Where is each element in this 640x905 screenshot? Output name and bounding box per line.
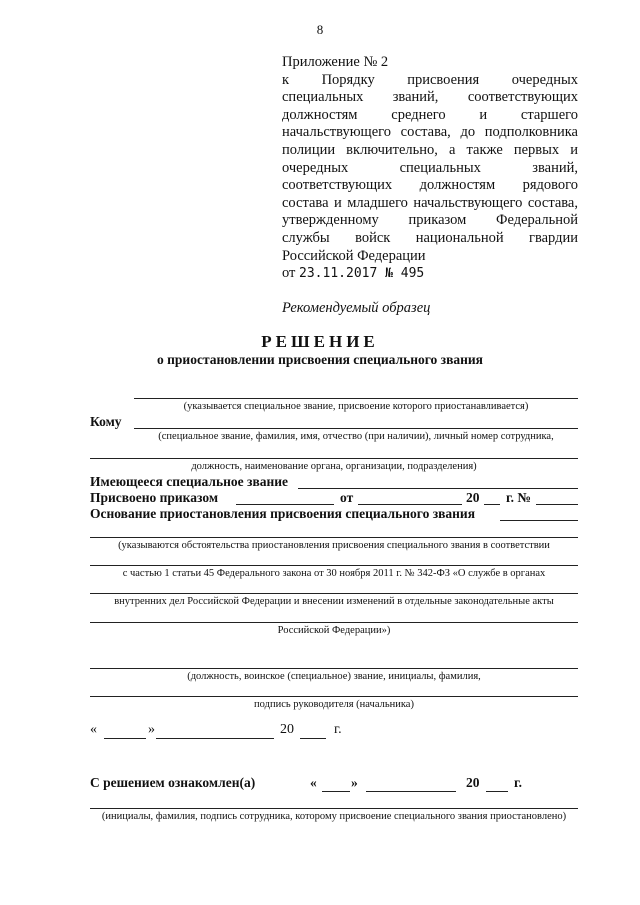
to-line[interactable] [134,428,578,429]
appendix-line: полиции включительно, а также первых и [282,141,578,158]
hint-person: (специальное звание, фамилия, имя, отчество (при наличии), личный номер сотрудника, [158,431,554,442]
current-rank-field[interactable] [298,488,578,489]
appendix-line: утвержденному приказом Федеральной [282,212,578,229]
appendix-date-line [282,265,578,283]
year-20-b: 20 [280,722,294,737]
rank-suspended-line[interactable] [134,398,578,399]
appendix-line: соответствующих должностям рядового [282,177,578,194]
official-line[interactable] [90,668,578,669]
day-field[interactable] [104,738,146,739]
current-rank-label: Имеющееся специальное звание [90,474,289,489]
acq-year-field[interactable] [486,791,508,792]
to-label: Кому [90,414,122,429]
appendix-block [282,54,578,283]
basis-hint-3: внутренних дел Российской Федерации и внесении изменений в отдельные законодательные акты [114,596,554,607]
employee-line[interactable] [90,808,578,809]
year-field[interactable] [300,738,326,739]
person-line-2[interactable] [90,458,578,459]
basis-label: Основание приостановления присвоения специального звания [90,506,476,521]
hint-rank-suspended: (указывается специальное звание, присвоение которого приостанавливается) [183,401,529,412]
basis-line-1[interactable] [90,537,578,538]
hint-official: (должность, воинское (специальное) звание, инициалы, фамилия, [187,671,481,682]
quote-close-c: » [351,775,358,790]
appendix-line: службы войск национальной гвардии [282,229,578,246]
basis-line-2[interactable] [90,565,578,566]
appendix-line: Российской Федерации [282,247,426,264]
hint-employee: (инициалы, фамилия, подпись сотрудника, которому присвоение специального звания приостановлено) [101,811,567,822]
year-20: 20 [466,490,480,505]
quote-open-c: « [310,775,317,790]
hint-signature: подпись руководителя (начальника) [254,699,414,710]
month-field[interactable] [156,738,274,739]
from-label: от [340,490,354,505]
order-year-field[interactable] [484,504,500,505]
appendix-line: очередных специальных званий, [282,159,578,176]
appendix-line: начальствующего состава, до подполковника [282,124,578,141]
basis-hint-4: Российской Федерации») [277,625,391,636]
signature-line[interactable] [90,696,578,697]
order-no-field[interactable] [536,504,578,505]
order-number-field[interactable] [236,504,334,505]
acq-day-field[interactable] [322,791,350,792]
document-subtitle: о приостановлении присвоения специального звания [157,352,483,367]
year-suffix-g2: г. [514,775,522,790]
acq-month-field[interactable] [366,791,456,792]
order-date-field[interactable] [358,504,462,505]
appendix-date-value: 23.11.2017 № 495 [299,266,425,282]
appendix-line: должностям среднего и старшего [282,106,578,123]
appendix-line: к Порядку присвоения очередных [282,71,578,88]
basis-field[interactable] [500,520,578,521]
basis-line-4[interactable] [90,622,578,623]
document-title: РЕШЕНИЕ [261,332,379,351]
appendix-line: специальных званий, соответствующих [282,89,578,106]
assigned-order-label: Присвоено приказом [90,490,219,505]
page-number: 8 [316,22,324,37]
year-suffix-g: г. [334,722,342,737]
hint-position: должность, наименование органа, организации, подразделения) [191,461,477,472]
quote-open: « [90,722,97,737]
quote-close: » [148,722,155,737]
year-20-c: 20 [466,775,480,790]
year-suffix-no: г. № [506,490,531,505]
basis-hint-1: (указываются обстоятельства приостановления присвоения специального звания в соответствии [118,540,550,551]
acquainted-label: С решением ознакомлен(а) [90,775,256,790]
appendix-line: Приложение № 2 [282,54,389,70]
appendix-line: состава и младшего начальствующего состава, [282,194,578,211]
basis-hint-2: с частью 1 статьи 45 Федерального закона от 30 ноября 2011 г. № 342-ФЗ «О службе в органах [122,568,546,579]
recommended-sample: Рекомендуемый образец [282,300,431,316]
appendix-date-prefix: от [282,265,296,282]
basis-line-3[interactable] [90,593,578,594]
